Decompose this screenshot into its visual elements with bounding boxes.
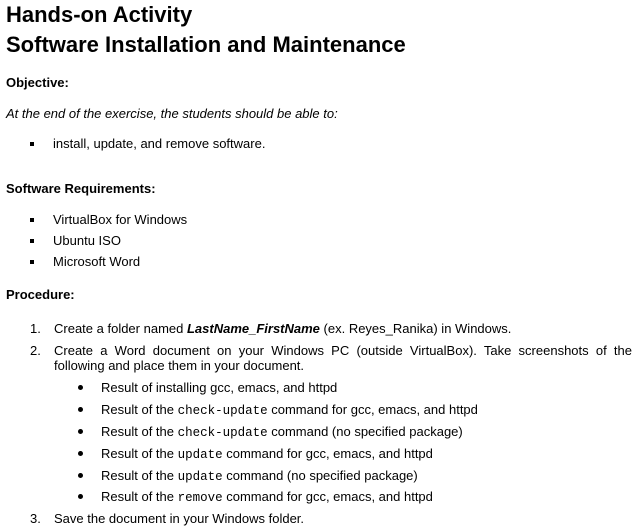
step-number: 1. [30,321,41,336]
command-code: update [177,448,223,462]
procedure-heading: Procedure: [6,287,75,302]
round-bullet-icon [78,407,83,412]
procedure-step-3 [30,511,632,526]
square-bullet-icon [30,218,34,222]
round-bullet-icon [78,473,83,478]
round-bullet-icon [78,451,83,456]
screenshot-subitem [78,468,418,485]
screenshot-subitem [78,380,337,396]
subitem-text: Result of the [101,424,178,439]
square-bullet-icon [30,260,34,264]
objective-item [30,136,265,152]
requirement-item-text: Microsoft Word [53,254,141,269]
subitem-text: command for gcc, emacs, and httpd [222,446,433,461]
screenshot-subitem [78,424,463,441]
command-code: check-update [177,404,268,418]
subitem-text: Result of the [101,468,178,483]
screenshot-subitem [78,446,433,463]
square-bullet-icon [30,142,34,146]
command-code: check-update [177,426,268,440]
procedure-step-1 [30,321,632,336]
step-text-part: Create a folder named [54,321,187,336]
subitem-text: command (no specified package) [222,468,418,483]
requirement-item [30,212,187,228]
requirement-item-text: Ubuntu ISO [53,233,121,248]
objective-intro: At the end of the exercise, the students should be able to: [6,106,338,121]
folder-name-emphasis: LastName_FirstName [186,321,320,336]
round-bullet-icon [78,494,83,499]
step-text: Create a Word document on your Windows PC (outside VirtualBox). Take screenshots of the following and place them in your document. [54,343,632,373]
round-bullet-icon [78,385,83,390]
objective-heading: Objective: [6,75,69,90]
command-code: remove [177,491,223,505]
subitem-text: command for gcc, emacs, and httpd [267,402,478,417]
step-text-part: (ex. Reyes_Ranika) in Windows. [319,321,512,336]
step-number: 3. [30,511,41,526]
screenshot-subitem [78,489,433,506]
step-text [54,321,632,336]
requirement-item [30,233,121,249]
step-number: 2. [30,343,41,358]
command-code: update [177,470,223,484]
document-title-line1: Hands-on Activity [6,2,193,27]
requirement-item [30,254,140,270]
square-bullet-icon [30,239,34,243]
requirement-item-text: VirtualBox for Windows [53,212,188,227]
objective-item-text: install, update, and remove software. [53,136,266,151]
requirements-heading: Software Requirements: [6,181,156,196]
subitem-text: Result of installing gcc, emacs, and httpd [101,380,338,395]
subitem-text: command (no specified package) [267,424,463,439]
document-title-line2: Software Installation and Maintenance [6,32,406,57]
subitem-text: Result of the [101,489,178,504]
subitem-text: command for gcc, emacs, and httpd [222,489,433,504]
round-bullet-icon [78,429,83,434]
screenshot-subitem [78,402,478,419]
step-text: Save the document in your Windows folder. [54,511,305,526]
procedure-step-2 [30,343,632,373]
subitem-text: Result of the [101,402,178,417]
subitem-text: Result of the [101,446,178,461]
